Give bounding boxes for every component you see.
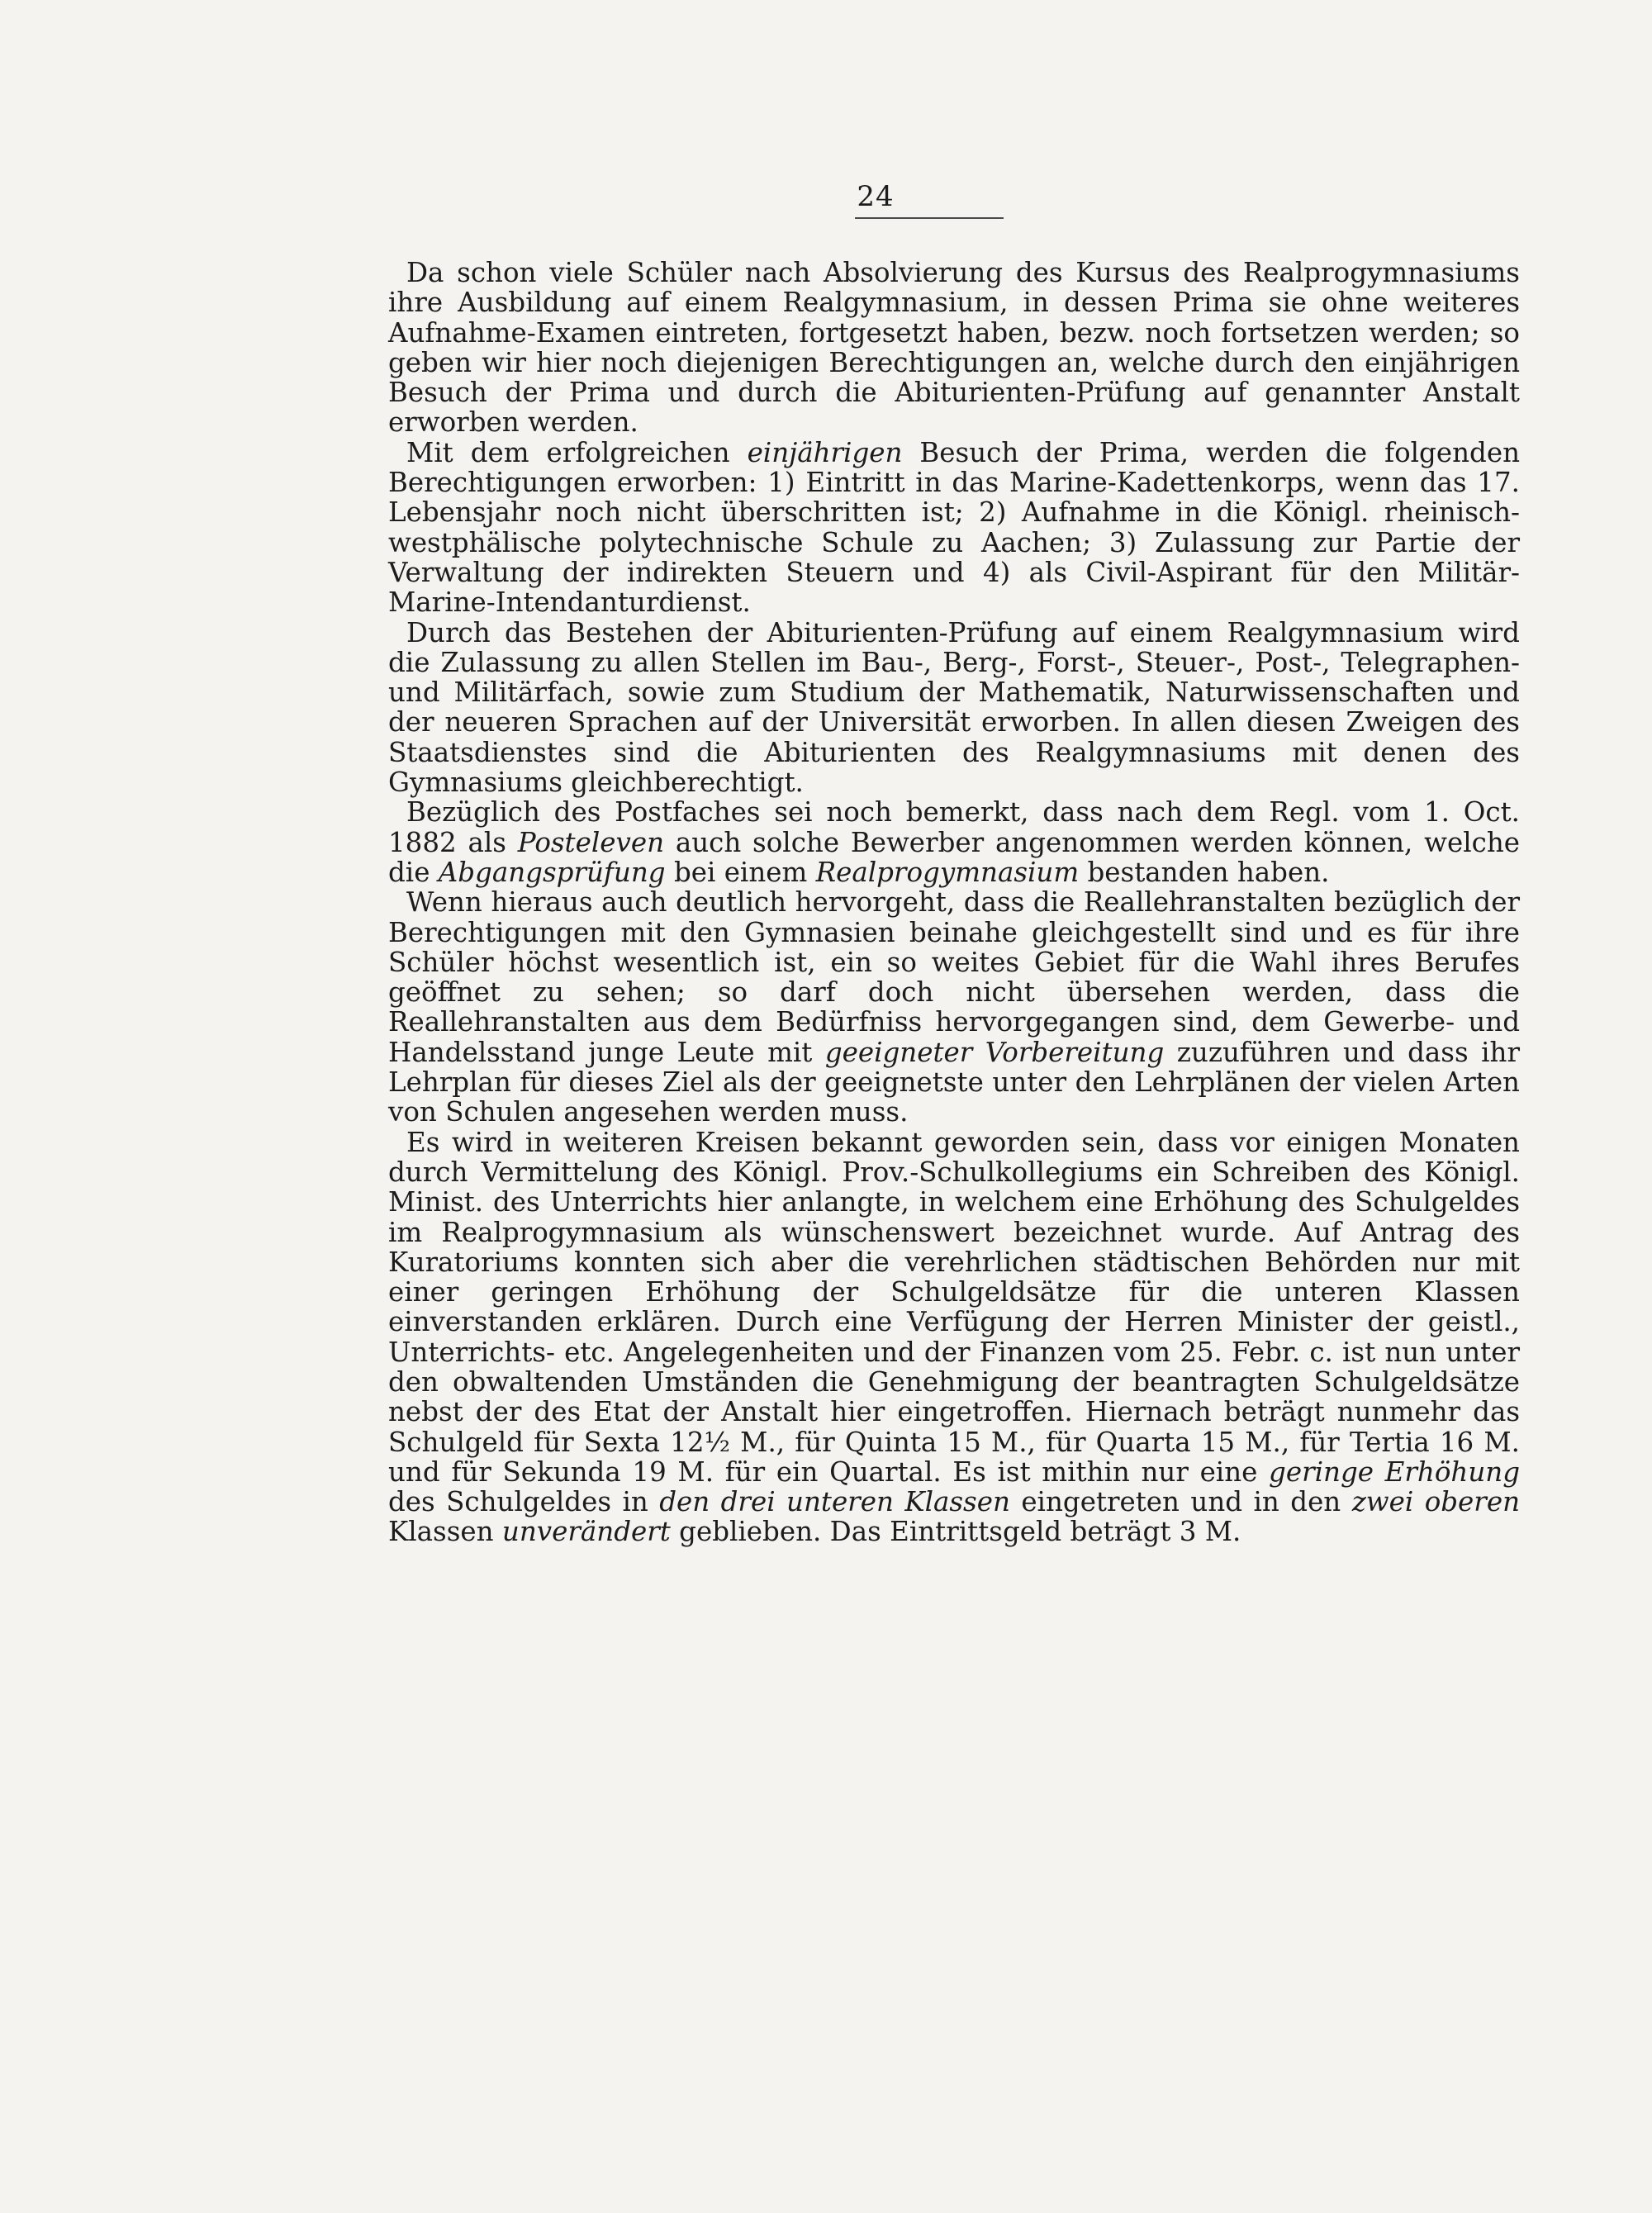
page-number: 24: [857, 180, 895, 213]
paragraph-3: Durch das Bestehen der Abiturienten-Prüfung auf einem Realgymnasium wird die Zulassung zu allen Stellen im Bau-, Berg-, Forst-, Steuer-, Post-, Telegraphen- und Militärfach, sowie zum Studium der Mathematik, Naturwissenschaften und der neueren Sprachen auf der Universität erworben. In allen diesen Zweigen des Staatsdienstes sind die Abiturienten des Realgymnasiums mit denen des Gymnasiums gleichberechtigt.: [388, 616, 1520, 799]
paragraph-5: Wenn hieraus auch deutlich hervorgeht, dass die Reallehranstalten bezüglich der Berechtigungen mit den Gymnasien beinahe gleichgestellt sind und es für ihre Schüler höchst wesentlich ist, ein so weites Gebiet für die Wahl ihres Berufes geöffnet zu sehen; so darf doch nicht übersehen werden, dass die Reallehranstalten aus dem Bedürfniss hervorgegangen sind, dem Gewerbe- und Handelsstand junge Leute mit geeigneter Vorbereitung zuzuführen und dass ihr Lehrplan für dieses Ziel als der geeignetste unter den Lehrplänen der vielen Arten von Schulen angesehen werden muss.: [388, 886, 1520, 1128]
page-number-rule: [855, 217, 1004, 219]
paragraph-1: Da schon viele Schüler nach Absolvierung des Kursus des Realprogymnasiums ihre Ausbildung auf einem Realgymnasium, in dessen Prima sie ohne weiteres Aufnahme-Examen eintreten, fortgesetzt haben, bezw. noch fortsetzen werden; so geben wir hier noch diejenigen Berechtigungen an, welche durch den einjährigen Besuch der Prima und durch die Abiturienten-Prüfung auf genannter Anstalt erworben werden.: [388, 257, 1520, 439]
paragraph-2: Mit dem erfolgreichen einjährigen Besuch der Prima, werden die folgenden Berechtigungen erworben: 1) Eintritt in das Marine-Kadettenkorps, wenn das 17. Lebensjahr noch nicht überschritten ist; 2) Aufnahme in die Königl. rheinisch-westphälische polytechnische Schule zu Aachen; 3) Zulassung zur Partie der Verwaltung der indirekten Steuern und 4) als Civil-Aspirant für den Militär-Marine-Intendanturdienst.: [388, 436, 1520, 619]
paragraph-4: Bezüglich des Postfaches sei noch bemerkt, dass nach dem Regl. vom 1. Oct. 1882 als Posteleven auch solche Bewerber angenommen werden können, welche die Abgangsprüfung bei einem Realprogymnasium bestanden haben.: [388, 796, 1520, 888]
paragraph-6: Es wird in weiteren Kreisen bekannt geworden sein, dass vor einigen Monaten durch Vermittelung des Königl. Prov.-Schulkollegiums ein Schreiben des Königl. Minist. des Unterrichts hier anlangte, in welchem eine Erhöhung des Schulgeldes im Realprogymnasium als wünschenswert bezeichnet wurde. Auf Antrag des Kuratoriums konnten sich aber die verehrlichen städtischen Behörden nur mit einer geringen Erhöhung der Schulgeldsätze für die unteren Klassen einverstanden erklären. Durch eine Verfügung der Herren Minister der geistl., Unterrichts- etc. Angelegenheiten und der Finanzen vom 25. Febr. c. ist nun unter den obwaltenden Umständen die Genehmigung der beantragten Schulgeldsätze nebst der des Etat der Anstalt hier eingetroffen. Hiernach beträgt nunmehr das Schulgeld für Sexta 12½ M., für Quinta 15 M., für Quarta 15 M., für Tertia 16 M. und für Sekunda 19 M. für ein Quartal. Es ist mithin nur eine geringe Erhöhung des Schulgeldes in den drei unteren Klassen eingetreten und in den zwei oberen Klassen unverändert geblieben. Das Eintrittsgeld beträgt 3 M.: [388, 1126, 1521, 1548]
body-text: [388, 258, 1520, 1547]
